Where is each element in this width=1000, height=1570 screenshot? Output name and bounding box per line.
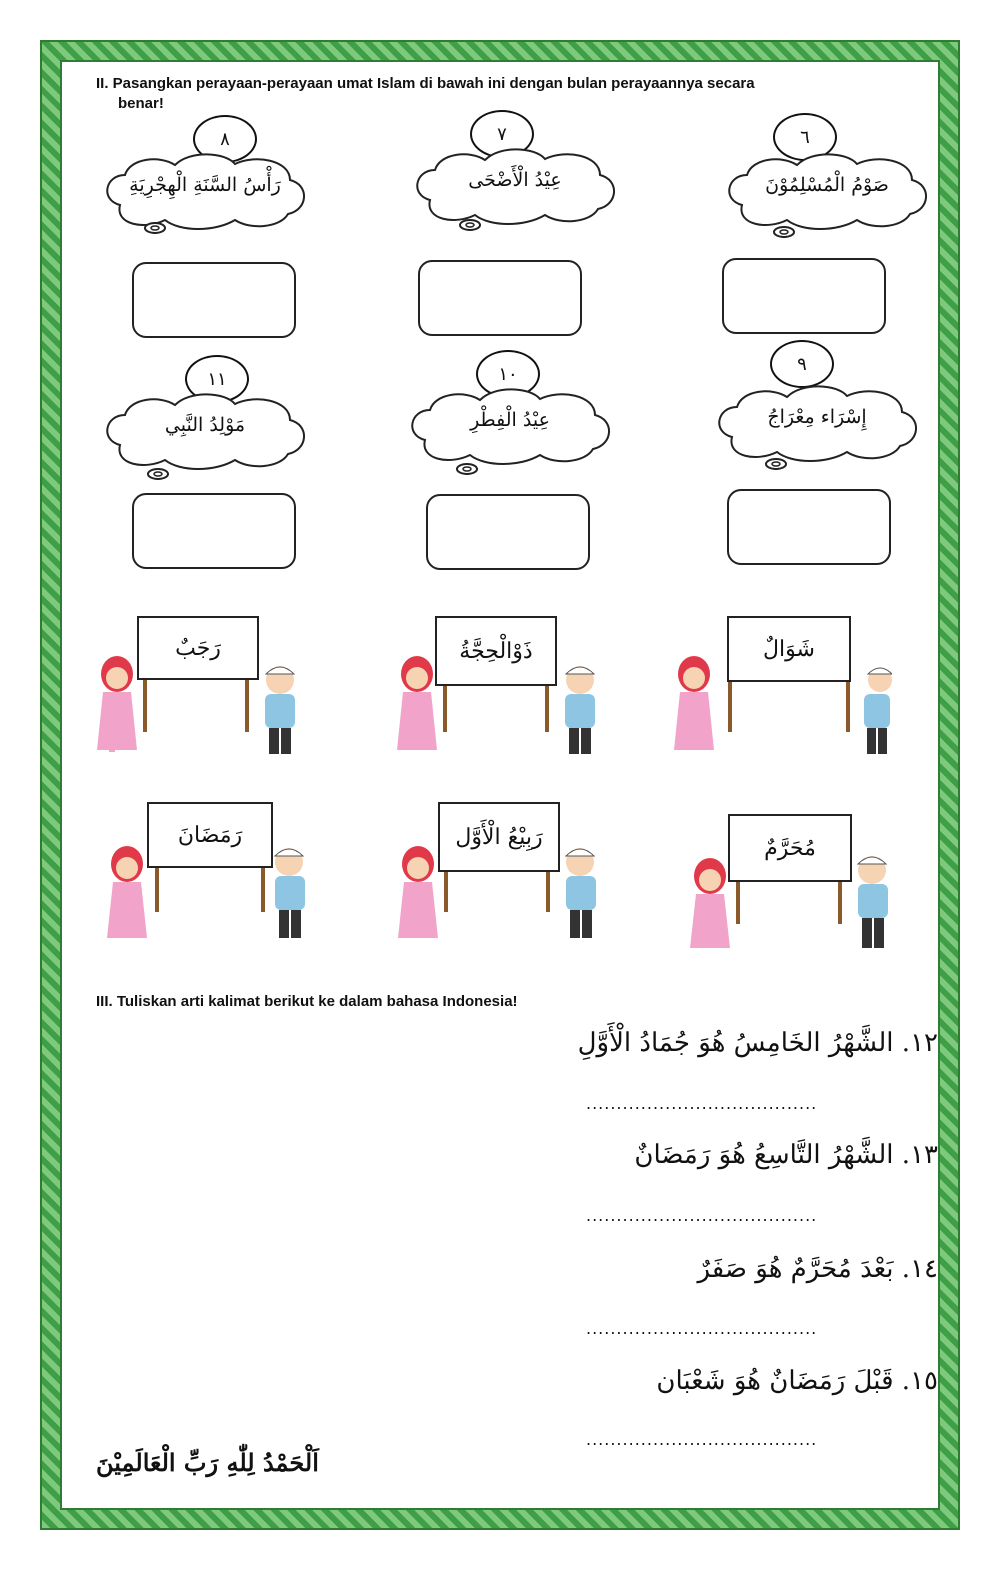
answer-line[interactable]: ...................................... [586,1430,818,1449]
answer-line[interactable]: ...................................... [586,1319,818,1338]
answer-box-6[interactable] [722,258,886,334]
celebration-text: عِيْدُ الْفِطْرِ [470,409,550,431]
celebration-cloud [722,150,932,242]
celebration-cloud [405,385,615,477]
month-sign: رَبِيْعُ الْأَوَّل [438,802,560,872]
celebration-cloud [410,145,620,237]
question-sentence: ١٥. قَبْلَ رَمَضَانٌ هُوَ شَعْبَان [656,1366,938,1396]
children-holding-sign [688,812,908,962]
answer-line[interactable]: ...................................... [586,1094,818,1113]
children-holding-sign [398,800,618,950]
section-iii-instruction: III. Tuliskan arti kalimat berikut ke dalam bahasa Indonesia! [96,993,518,1010]
celebration-cloud [100,390,310,482]
answer-box-10[interactable] [426,494,590,570]
answer-box-11[interactable] [132,493,296,569]
answer-box-9[interactable] [727,489,891,565]
item-number-badge: ٧ [470,110,534,158]
section-ii-instruction [96,74,938,114]
item-number-badge: ٦ [773,113,837,161]
question-sentence: ١٣. الشَّهْرُ التَّاسِعُ هُوَ رَمَضَانٌ [634,1140,938,1170]
item-number-badge: ١٠ [476,350,540,398]
celebration-text: إِسْرَاء مِعْرَاجُ [767,406,867,428]
section-ii-instruction-line1: II. Pasangkan perayaan-perayaan umat Islam di bawah ini dengan bulan perayaannya secara [96,75,755,92]
item-number-badge: ١١ [185,355,249,403]
answer-line[interactable]: ...................................... [586,1206,818,1225]
month-sign: رَجَبٌ [137,616,259,680]
month-sign: شَوَالٌ [727,616,851,682]
celebration-cloud [100,150,310,242]
month-sign: مُحَرَّمٌ [728,814,852,882]
section-ii-instruction-line2: benar! [118,95,164,112]
celebration-text: رَأْسُ السَّنَةِ الْهِجْرِيَةِ [129,174,281,196]
children-holding-sign [105,800,325,950]
children-holding-sign [395,612,615,762]
question-sentence: ١٢. الشَّهْرُ الخَامِسُ هُوَ جُمَادُ الْأَوَّلِ [577,1028,938,1058]
celebration-text: صَوْمُ الْمُسْلِمُوْنَ [765,174,889,196]
closing-phrase: اَلْحَمْدُ لِلّٰهِ رَبِّ الْعَالَمِيْنَ [96,1448,319,1477]
celebration-text: مَوْلِدُ النَّبِي [164,414,246,436]
answer-box-8[interactable] [132,262,296,338]
children-holding-sign [95,612,315,762]
month-sign: رَمَضَانَ [147,802,273,868]
children-holding-sign [672,612,892,762]
celebration-cloud [712,382,922,474]
question-sentence: ١٤. بَعْدَ مُحَرَّمٌ هُوَ صَفَرٌ [697,1254,938,1284]
answer-box-7[interactable] [418,260,582,336]
celebration-text: عِيْدُ الْأَضْحَى [468,169,562,191]
month-sign: ذَوْالْحِجَّةُ [435,616,557,686]
item-number-badge: ٩ [770,340,834,388]
item-number-badge: ٨ [193,115,257,163]
